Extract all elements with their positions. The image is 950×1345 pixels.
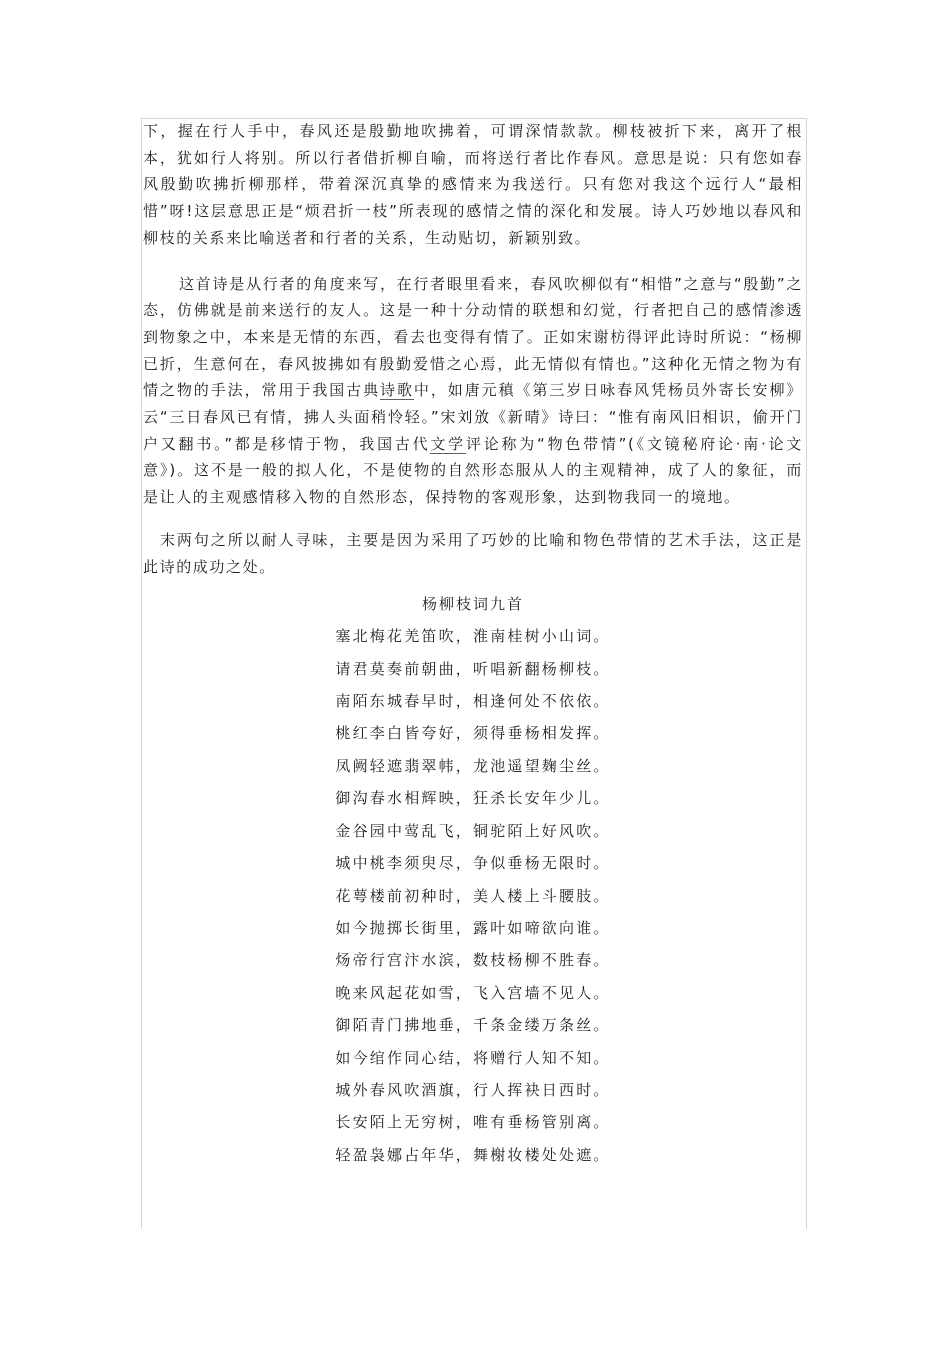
poem-line: 城外春风吹酒旗，行人挥袂日西时。 xyxy=(335,1080,611,1099)
paragraph-2-text-c: 评论称为“物色带情”(《文镜秘府论·南·论文意》)。这不是一般的拟人化，不是使物的自然形态服从人的主观精神，成了人的象征，而是让人的主观感情移入物的自然形态，保持物的客观形象，达到物我同一的境地。 xyxy=(143,434,803,507)
poem-line: 桃红李白皆夸好，须得垂杨相发挥。 xyxy=(335,724,611,743)
paragraph-2-text-b: 中，如唐元稹《第三岁日咏春风凭杨员外寄长安柳》云“三日春风已有情，拂人头面稍怜轻。”宋刘攽《新晴》诗曰：“惟有南风旧相识，偷开门户又翻书。”都是移情于物，我国古代 xyxy=(143,381,804,453)
link-literature[interactable]: 文学 xyxy=(430,434,466,453)
poem-line: 如今绾作同心结，将赠行人知不知。 xyxy=(335,1048,611,1067)
link-poetry[interactable]: 诗歌 xyxy=(380,381,414,400)
paragraph-1: 下，握在行人手中，春风还是殷勤地吹拂着，可谓深情款款。柳枝被折下来，离开了根本，犹如行人将别。所以行者借折柳自喻，而将送行者比作春风。意思是说：只有您如春风殷勤吹拂折柳那样，带着深沉真挚的感情来为我送行。只有您对我这个远行人“最相惜”呀!这层意思正是“烦君折一枝”所表现的感情之情的深化和发展。诗人巧妙地以春风和柳枝的关系来比喻送者和行者的关系，生动贴切，新颖别致。 xyxy=(143,122,803,247)
poem-line: 炀帝行宫汴水滨，数枝杨柳不胜春。 xyxy=(335,951,611,970)
poem-line: 南陌东城春早时，相逢何处不依依。 xyxy=(335,692,611,711)
poem-lines xyxy=(143,620,803,1171)
poem-line: 御沟春水相辉映，狂杀长安年少儿。 xyxy=(335,789,611,808)
poem-line: 金谷园中莺乱飞，铜驼陌上好风吹。 xyxy=(335,821,611,840)
document-body xyxy=(143,118,803,1171)
poem-line: 请君莫奏前朝曲，听唱新翻杨柳枝。 xyxy=(335,659,611,678)
paragraph-2 xyxy=(143,271,803,511)
poem-line: 御陌青门拂地垂，千条金缕万条丝。 xyxy=(335,1016,611,1035)
poem-line: 凤阙轻遮翡翠帏，龙池遥望麹尘丝。 xyxy=(335,756,611,775)
poem-line: 花萼楼前初种时，美人楼上斗腰肢。 xyxy=(335,886,611,905)
poem-line: 长安陌上无穷树，唯有垂杨管别离。 xyxy=(335,1113,611,1132)
poem-title: 杨柳枝词九首 xyxy=(421,595,524,614)
poem-section xyxy=(143,588,803,1171)
poem-line: 晚来风起花如雪，飞入宫墙不见人。 xyxy=(335,983,611,1002)
poem-line: 如今抛掷长街里，露叶如啼欲向谁。 xyxy=(335,918,611,937)
paragraph-3: 末两句之所以耐人寻味，主要是因为采用了巧妙的比喻和物色带情的艺术手法，这正是此诗的成功之处。 xyxy=(143,530,803,576)
poem-line: 轻盈袅娜占年华，舞榭妆楼处处遮。 xyxy=(335,1145,611,1164)
poem-line: 塞北梅花羌笛吹，淮南桂树小山词。 xyxy=(335,627,611,646)
poem-line: 城中桃李须臾尽，争似垂杨无限时。 xyxy=(335,854,611,873)
paragraph-2-text-a: 这首诗是从行者的角度来写，在行者眼里看来，春风吹柳似有“相惜”之意与“殷勤”之态，仿佛就是前来送行的友人。这是一种十分动情的联想和幻觉，行者把自己的感情渗透到物象之中，本来是无情的东西，看去也变得有情了。正如宋谢枋得评此诗时所说：“杨柳已折，生意何在，春风披拂如有殷勤爱惜之心焉，此无情似有情也。”这种化无情之物为有情之物的手法，常用于我国古典 xyxy=(143,274,803,400)
